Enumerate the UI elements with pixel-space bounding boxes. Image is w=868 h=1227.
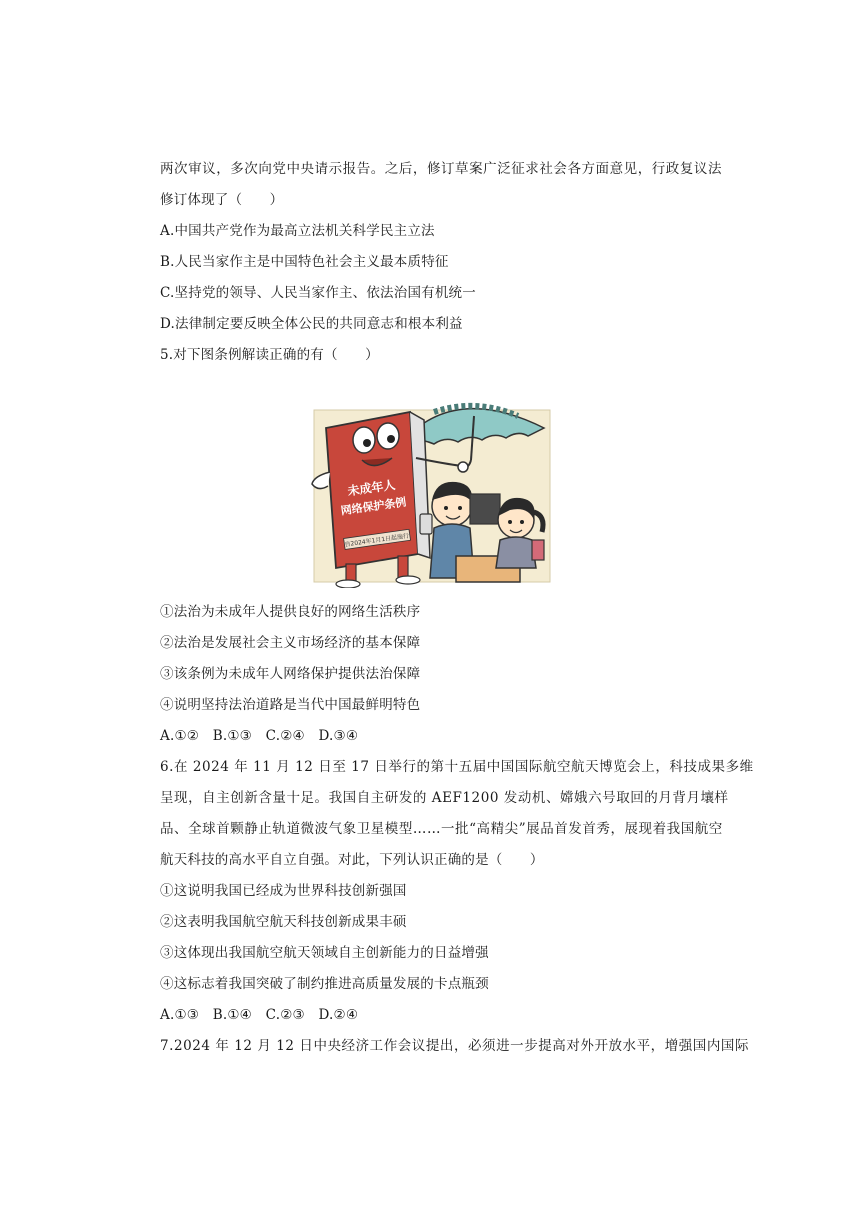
- q6-statement-4: ④这标志着我国突破了制约推进高质量发展的卡点瓶颈: [160, 976, 489, 992]
- q6-stem-line-1: 6.在 2024 年 11 月 12 日至 17 日举行的第十五届中国国际航空航天博览会上，科技成果多维: [160, 759, 754, 775]
- q6-stem-line-3: 品、全球首颗静止轨道微波气象卫星模型……一批“高精尖”展品首发首秀，展现着我国航空: [160, 821, 723, 837]
- book-title-line-2: 网络保护条例: [339, 495, 408, 518]
- book-footer: 自2024年1月1日起施行: [344, 532, 410, 549]
- q5-cartoon-figure: [306, 388, 562, 588]
- q5-statement-3: ③该条例为未成年人网络保护提供法治保障: [160, 666, 421, 682]
- q7-stem-line-1: 7.2024 年 12 月 12 日中央经济工作会议提出，必须进一步提高对外开放水平，增强国内国际: [160, 1038, 749, 1054]
- q5-statement-2: ②法治是发展社会主义市场经济的基本保障: [160, 635, 421, 651]
- q5-statement-4: ④说明坚持法治道路是当代中国最鲜明特色: [160, 697, 421, 713]
- q4-stem-line-1: 两次审议，多次向党中央请示报告。之后，修订草案广泛征求社会各方面意见，行政复议法: [160, 161, 722, 177]
- q5-choices: A.①② B.①③ C.②④ D.③④: [160, 728, 359, 744]
- q4-stem-line-2: 修订体现了（ ）: [160, 192, 284, 208]
- q6-stem-line-4: 航天科技的高水平自立自强。对此，下列认识正确的是（ ）: [160, 852, 544, 868]
- q6-statement-2: ②这表明我国航空航天科技创新成果丰硕: [160, 914, 407, 930]
- q6-statement-3: ③这体现出我国航空航天领域自主创新能力的日益增强: [160, 945, 489, 961]
- q5-stem: 5.对下图条例解读正确的有（ ）: [160, 347, 379, 363]
- q4-option-d: D.法律制定要反映全体公民的共同意志和根本利益: [160, 316, 463, 332]
- book-title-line-1: 未成年人: [346, 477, 397, 499]
- q4-option-a: A.中国共产党作为最高立法机关科学民主立法: [160, 223, 435, 239]
- q6-statement-1: ①这说明我国已经成为世界科技创新强国: [160, 883, 407, 899]
- q6-choices: A.①③ B.①④ C.②③ D.②④: [160, 1007, 359, 1023]
- q6-stem-line-2: 呈现，自主创新含量十足。我国自主研发的 AEF1200 发动机、嫦娥六号取回的月背月壤样: [160, 790, 729, 806]
- q5-statement-1: ①法治为未成年人提供良好的网络生活秩序: [160, 604, 421, 620]
- q4-option-b: B.人民当家作主是中国特色社会主义最本质特征: [160, 254, 449, 270]
- q4-option-c: C.坚持党的领导、人民当家作主、依法治国有机统一: [160, 285, 476, 301]
